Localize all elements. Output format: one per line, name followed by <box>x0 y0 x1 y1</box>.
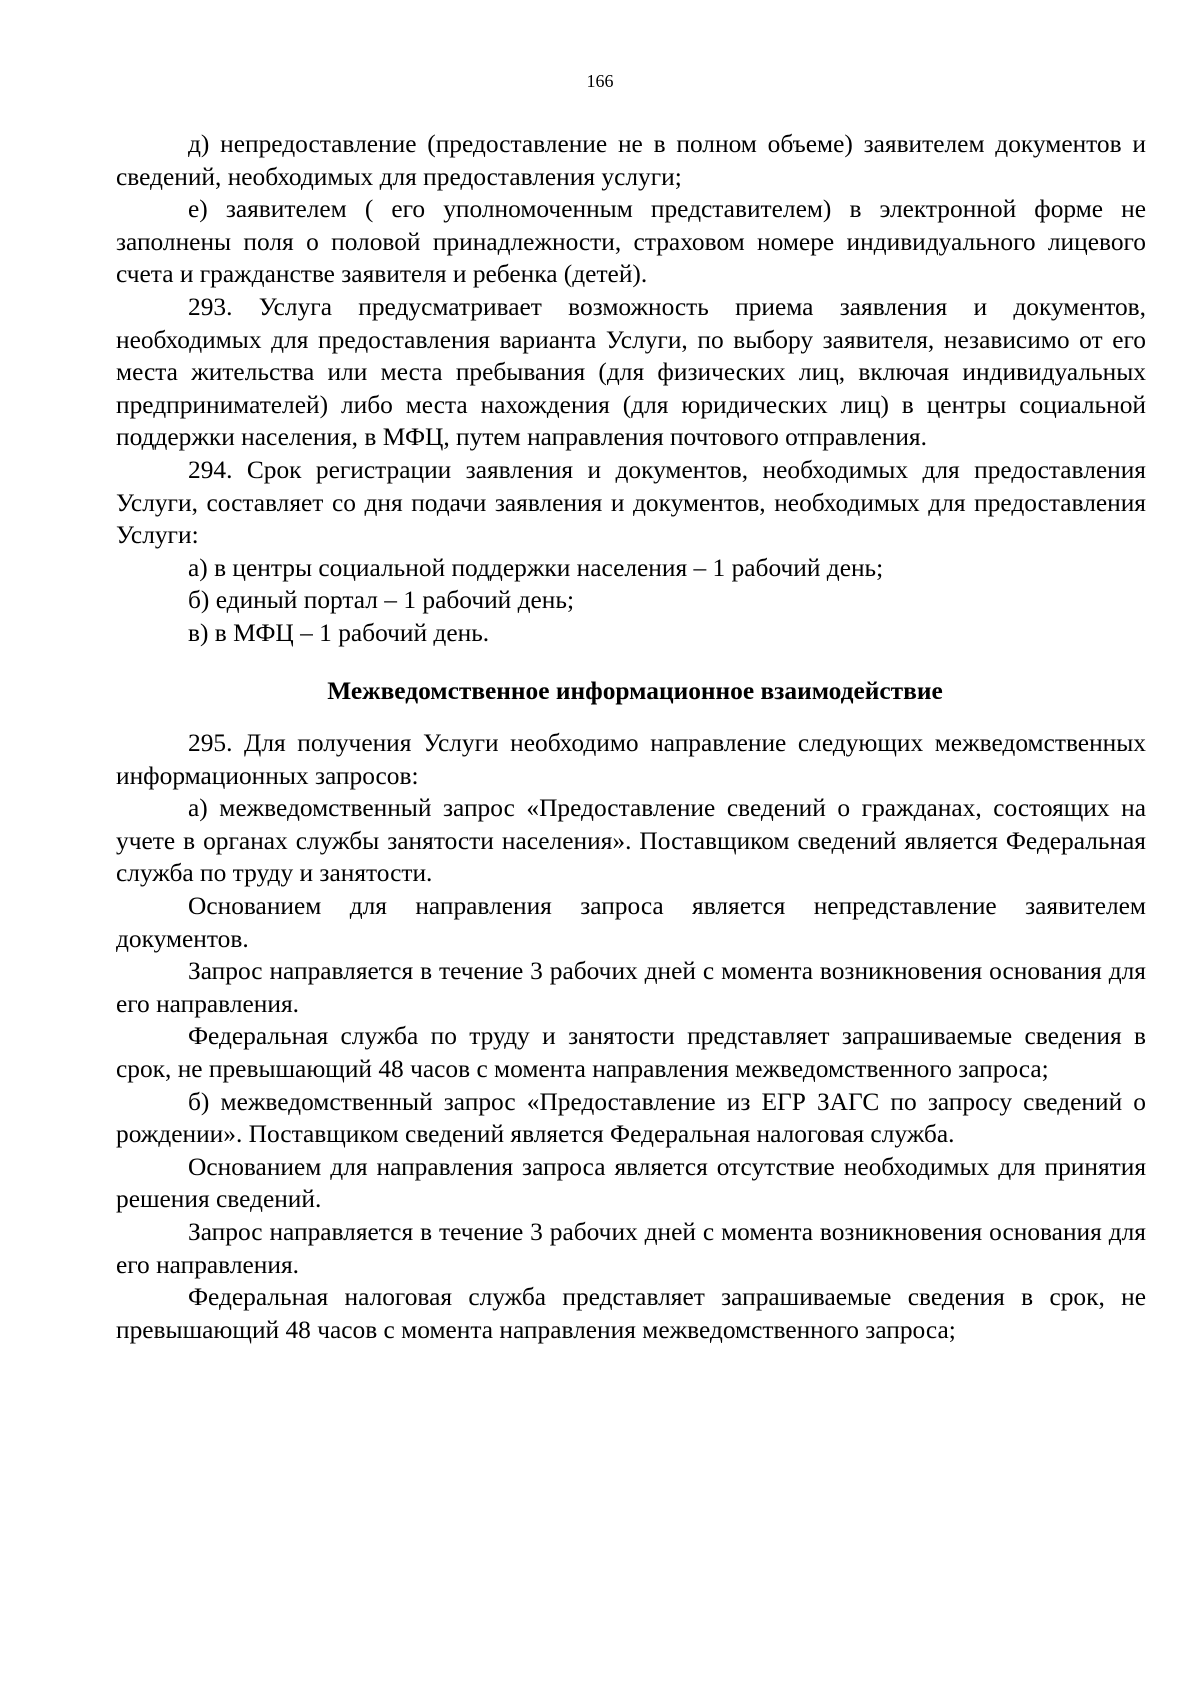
paragraph-295-a-basis: Основанием для направления запроса является непредставление заявителем документов. <box>116 892 1146 953</box>
paragraph-295-b-response: Федеральная налоговая служба представляет запрашиваемые сведения в срок, не превышающий 48 часов с момента направления межведомственного запроса; <box>116 1283 1146 1344</box>
paragraph-item-e: е) заявителем ( его уполномоченным представителем) в электронной форме не заполнены поля о половой принадлежности, страховом номере индивидуального лицевого счета и гражданстве заявителя и ребенка (детей). <box>116 195 1146 289</box>
paragraph-295-b-deadline: Запрос направляется в течение 3 рабочих дней с момента возникновения основания для его направления. <box>116 1218 1146 1279</box>
paragraph-293: 293. Услуга предусматривает возможность приема заявления и документов, необходимых для предоставления варианта Услуги, по выбору заявителя, независимо от его места жительства или места пребывания (для физических лиц, включая индивидуальных предпринимателей) либо места нахождения (для юридических лиц) в центры социальной поддержки населения, в МФЦ, путем направления почтового отправления. <box>116 292 1146 452</box>
paragraph-295-b-basis: Основанием для направления запроса является отсутствие необходимых для принятия решения сведений. <box>116 1152 1146 1214</box>
paragraph-295-a-response: Федеральная служба по труду и занятости представляет запрашиваемые сведения в срок, не превышающий 48 часов с момента направления межведомственного запроса; <box>116 1022 1146 1084</box>
document-body <box>116 128 1146 1346</box>
paragraph-295-b: б) межведомственный запрос «Предоставление из ЕГР ЗАГС по запросу сведений о рождении». Поставщиком сведений является Федеральная налоговая служба. <box>116 1087 1146 1149</box>
paragraph-294: 294. Срок регистрации заявления и документов, необходимых для предоставления Услуги, составляет со дня подачи заявления и документов, необходимых для предоставления Услуги: <box>116 455 1146 550</box>
paragraph-294-v: в) в МФЦ – 1 рабочий день. <box>188 618 490 647</box>
page-number: 166 <box>586 71 614 91</box>
paragraph-item-d: д) непредоставление (предоставление не в полном объеме) заявителем документов и сведений, необходимых для предоставления услуги; <box>116 130 1146 191</box>
paragraph-295-a-deadline: Запрос направляется в течение 3 рабочих дней с момента возникновения основания для его направления. <box>116 957 1146 1018</box>
paragraph-294-b: б) единый портал – 1 рабочий день; <box>188 586 575 615</box>
paragraph-295: 295. Для получения Услуги необходимо направление следующих межведомственных информационных запросов: <box>116 729 1146 790</box>
paragraph-294-a: а) в центры социальной поддержки населения – 1 рабочий день; <box>188 553 884 582</box>
paragraph-295-a: а) межведомственный запрос «Предоставление сведений о гражданах, состоящих на учете в органах службы занятости населения». Поставщиком сведений является Федеральная служба по труду и занятости. <box>116 794 1146 888</box>
section-heading: Межведомственное информационное взаимодействие <box>327 676 943 705</box>
